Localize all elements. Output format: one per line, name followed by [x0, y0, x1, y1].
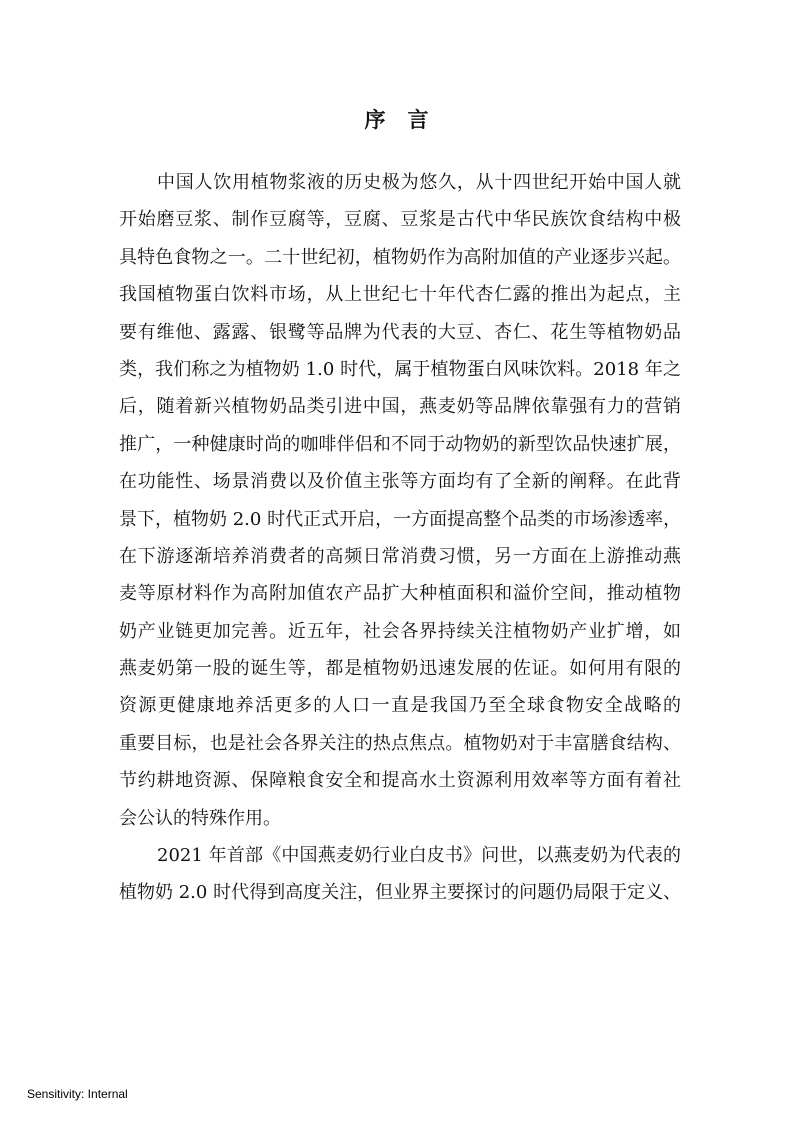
paragraph-line: 后，随着新兴植物奶品类引进中国，燕麦奶等品牌依靠强有力的营销	[119, 396, 681, 418]
paragraph-line: 具特色食物之一。二十世纪初，植物奶作为高附加值的产业逐步兴起。	[119, 246, 681, 268]
paragraph-line: 节约耕地资源、保障粮食安全和提高水土资源利用效率等方面有着社	[119, 770, 681, 792]
sensitivity-label: Sensitivity: Internal	[27, 1087, 128, 1101]
paragraph-line: 重要目标，也是社会各界关注的热点焦点。植物奶对于丰富膳食结构、	[119, 732, 681, 754]
paragraph-line: 开始磨豆浆、制作豆腐等，豆腐、豆浆是古代中华民族饮食结构中极	[119, 209, 681, 231]
paragraph-line: 燕麦奶第一股的诞生等，都是植物奶迅速发展的佐证。如何用有限的	[119, 658, 681, 680]
paragraph-line: 2021 年首部《中国燕麦奶行业白皮书》问世，以燕麦奶为代表的	[157, 845, 681, 867]
paragraph-line: 在下游逐渐培养消费者的高频日常消费习惯，另一方面在上游推动燕	[119, 545, 681, 567]
paragraph-line: 在功能性、场景消费以及价值主张等方面均有了全新的阐释。在此背	[119, 471, 681, 493]
paragraph-line: 奶产业链更加完善。近五年，社会各界持续关注植物奶产业扩增，如	[119, 620, 681, 642]
paragraph-line: 中国人饮用植物浆液的历史极为悠久，从十四世纪开始中国人就	[157, 172, 681, 193]
paragraph-line: 麦等原材料作为高附加值农产品扩大种植面积和溢价空间，推动植物	[119, 583, 681, 605]
paragraph-line: 要有维他、露露、银鹭等品牌为代表的大豆、杏仁、花生等植物奶品	[119, 321, 681, 343]
paragraph-line: 我国植物蛋白饮料市场，从上世纪七十年代杏仁露的推出为起点，主	[119, 284, 681, 306]
body-text	[119, 164, 681, 912]
paragraph-line: 资源更健康地养活更多的人口一直是我国乃至全球食物安全战略的	[119, 695, 681, 717]
title-char-1: 序	[364, 107, 386, 132]
paragraph-line: 推广，一种健康时尚的咖啡伴侣和不同于动物奶的新型饮品快速扩展，	[119, 433, 681, 455]
paragraph-line: 植物奶 2.0 时代得到高度关注，但业界主要探讨的问题仍局限于定义、	[119, 882, 682, 904]
paragraph-line: 景下，植物奶 2.0 时代正式开启，一方面提高整个品类的市场渗透率，	[119, 508, 682, 530]
paragraph-line: 会公认的特殊作用。	[119, 807, 281, 829]
paragraph-line: 类，我们称之为植物奶 1.0 时代，属于植物蛋白风味饮料。2018 年之	[119, 358, 681, 380]
page-title	[0, 104, 793, 134]
title-char-2: 言	[407, 107, 429, 132]
